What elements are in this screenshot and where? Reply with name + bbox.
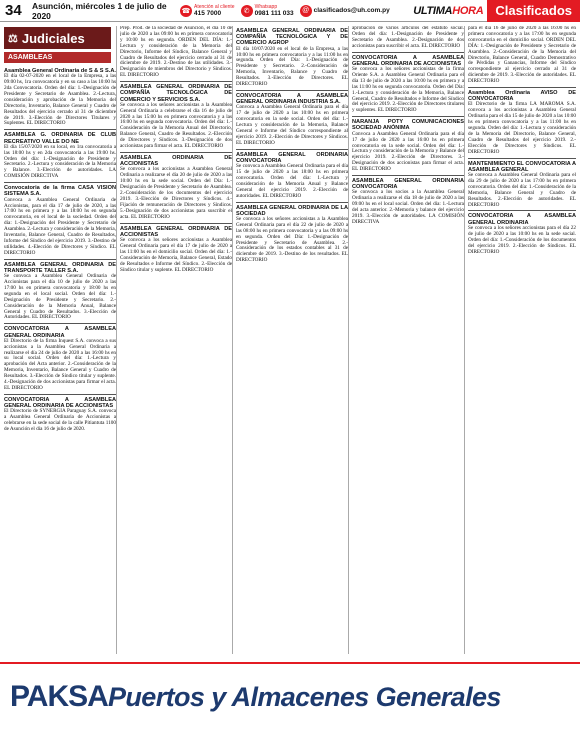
notice-body: Se convoca a los señores accionistas para el día 22 de julio de 2020 a las 10:00 hs en la sede social. Orden del día: 1.-Consideración de los documentos del ejercicio 2019. 2.-Elección de Síndicos. EL DIRECTORIO	[468, 224, 576, 255]
contact-whatsapp-label: Whatsapp	[254, 3, 278, 10]
notice-separator	[120, 81, 232, 82]
notices-column-3	[236, 26, 348, 654]
notice-body: Se convoca a Asamblea General Ordinaria para el día 29 de julio de 2020 a las 17:00 hs en primera convocatoria. Orden del día: 1.-Consideración de la Memoria, Balance General y Cuadro de Resultados. 2.-Elección de autoridades. EL DIRECTORIO	[468, 172, 576, 208]
notice-heading: ASAMBLEA GENERAL ORDINARIA DE COMPAÑÍA TECNOLÓGICA Y DE COMERCIO AGROP	[236, 28, 348, 47]
notice-body: Se convoca a los socios a la Asamblea General Ordinaria a realizarse el día 18 de julio de 2020 a las 09:00 hs en el local social. Orden del día: 1.-Lectura del acta anterior. 2.-Memoria y balance del ejercicio 2019. 3.-Elección de autoridades. LA COMISIÓN DIRECTIVA	[352, 189, 464, 225]
notice-separator	[468, 210, 576, 211]
notice-heading: CONVOCATORIA A ASAMBLEA GENERAL ORDINARIA	[468, 213, 576, 226]
notice-heading: MANTENIMIENTO EL CONVOCATORIA A ASAMBLEA GENERAL	[468, 160, 576, 173]
notice-body: Convoca a Asamblea General Ordinaria de Accionistas, para el día 17 de julio de 2020, a las 17:00 hs en primera y a las 18:00 hs en segunda convocatoria, en el local de la sociedad. Orden del día: 1.-Designación del Presidente y Secretario de Asamblea. 2.-Lectura y consideración de la Memoria, Inventario, Balance General, Cuadro de Resultados, Informe del Síndico del ejercicio 2019. 3.-Destino de utilidades. 4.-Elección de Directores y Síndico. EL DIRECTORIO	[4, 196, 116, 256]
notice-separator	[236, 202, 348, 203]
notice-heading: Convocatoria de la firma CASA VISION SISTEMA S.A.	[4, 185, 116, 198]
notices-column-2	[120, 26, 232, 654]
notice-separator	[4, 394, 116, 395]
section-title: Clasificados	[487, 0, 580, 22]
notice-body: Se convoca a los señores accionistas de la firma Oriente S.A. a Asamblea General Ordinaria para el día 13 de julio de 2020 a las 10:00 hs en primera y a las 11:00 hs en segunda convocatoria. Orden del Día: 1.-Lectura y consideración de la Memoria, Balance General, Cuadro de Resultados e Informe del Síndico del ejercicio 2019. 2.-Elección de Directores titulares y suplentes. EL DIRECTORIO	[352, 66, 464, 114]
notice-separator	[4, 129, 116, 130]
judiciales-banner	[4, 27, 111, 49]
notice-separator	[236, 149, 348, 150]
contact-whatsapp-value: 0981 111 033	[254, 9, 294, 17]
notice-body: para el día 16 de julio de 2020 a las 16:00 hs en primera convocatoria y a las 17:00 hs en segunda convocatoria en el domicilio social. ORDEN DEL DÍA: 1.-Designación de Presidente y Secretario de Asamblea. 2.-Consideración de la Memoria del Directorio, Balance General, Cuadro Demostrativo de Pérdidas y Ganancias, Informe del Síndico correspondiente al ejercicio cerrado al 31 de diciembre de 2019. 3.-Elección de autoridades. EL DIRECTORIO	[468, 26, 576, 85]
column-divider	[348, 26, 349, 654]
notice-separator	[352, 175, 464, 176]
ad-tagline: Puertos y Almacenes Generales	[108, 682, 501, 712]
notices-column-5	[468, 26, 576, 654]
notice-separator	[468, 158, 576, 159]
notice-separator	[4, 259, 116, 260]
notice-body: El día 10/07/2020 en el local de la Empresa, a las 10:00 hs en primera convocatoria y a las 11:00 hs en segunda. Orden del Día: 1.-Designación de Presidente y Secretario. 2.-Consideración de Memoria, Inventario, Balance y Cuadro de Resultados. 3.-Elección de Directores. EL DIRECTORIO	[236, 45, 348, 88]
notice-body: Convoca a Asamblea General Ordinaria para el día 17 de julio de 2020 a las 10:00 hs en primera convocatoria en la sede social. Orden del día: 1.-Lectura y consideración de la Memoria, Balance General e Informe del Síndico correspondiente al ejercicio 2019. 2.-Elección de Directores y Síndicos. EL DIRECTORIO	[236, 104, 348, 146]
notice-body: El día 02-07-2020 en el local de la Empresa, a las 09:00 hs, 1ra convocatoria y en su caso a las 10:00 hs 2da Convocatoria. Orden del día: 1.-Designación de Presidente y Secretario de Asamblea. 2.-Lectura, consideración y aprobación de la Memoria del Directorio, Inventario, Balance General y Cuadro de Resultados del ejercicio cerrado al 31 de diciembre de 2019. 3.-Elección de Directores Titulares y Suplentes. EL DIRECTORIO	[4, 73, 116, 127]
footer-divider	[0, 662, 580, 664]
notices-column-4	[352, 26, 464, 654]
notice-heading: Asamblea General Ordinaria de S & S S.A.	[4, 68, 116, 74]
judiciales-label: Judiciales	[21, 30, 85, 46]
notice-body: Se convoca a los señores accionistas a la Asamblea General Ordinaria para el día 22 de julio de 2020 a las 08:00 hs en primera convocatoria y a las 09:00 hs en segunda. Orden del Día: 1.-Designación de Presidente y Secretario de Asamblea. 2.-Consideración de los estados contables al 31 de diciembre de 2019. 3.-Destino de los resultados. EL DIRECTORIO	[236, 215, 348, 264]
notice-heading: ASAMBLEA G. ORDINARIA DE CLUB RECREATIVO VALLE DO NE	[4, 132, 116, 145]
page-header	[0, 0, 580, 22]
column-divider	[116, 26, 117, 654]
notice-heading: ASAMBLEA GENERAL ORDINARIA CONVOCATORIA	[352, 178, 464, 191]
newspaper-logo	[413, 5, 483, 17]
notice-body: El Directorio de la firma LA MAROMA S.A. convoca a los accionistas a Asamblea General Ordinaria para el día 15 de julio de 2020 a las 10:00 hs en primera convocatoria y a las 11:00 hs en segunda. Orden del día: 1.-Lectura y consideración de la Memoria del Directorio, Balance General, Cuadro de Resultados del ejercicio 2019. 2.-Elección de Directores y Síndicos. EL DIRECTORIO	[468, 101, 576, 155]
contact-phone-label: Atención al cliente	[194, 3, 235, 10]
notice-heading: ASAMBLEA ORDINARIA DE ACCIONISTAS	[120, 155, 232, 168]
notice-heading: ASAMBLEA GENERAL ORDINARIA DE LA SOCIEDAD	[236, 204, 348, 217]
notice-heading: CONVOCATORIA A ASAMBLEA GENERAL ORDINARIA DE ACCIONISTAS	[4, 396, 116, 410]
column-divider	[464, 26, 465, 654]
whatsapp-icon: ✆	[241, 5, 253, 17]
paksa-logo: PAKSA	[10, 680, 108, 713]
notice-separator	[236, 90, 348, 91]
notice-body: Se convoca a los accionistas a Asamblea General Ordinaria a realizarse el día 20 de julio de 2020 a las 10:00 hs en la sede social. Orden del Día: 1.-Designación de Presidente y Secretario de Asamblea. 2.-Consideración de los documentos del ejercicio 2019. 3.-Elección de Directores y Síndicos. 4.-Fijación de remuneración de Directores y Síndicos. 5.-Designación de dos accionistas para suscribir el acta. EL DIRECTORIO	[120, 166, 232, 220]
notice-heading: CONVOCATORIA A ASAMBLEA GENERAL ORDINARIA DE ACCIONISTAS	[352, 54, 464, 67]
notice-heading: CONVOCATORIA A ASAMBLEA GENERAL ORDINARIA	[4, 326, 116, 339]
scales-of-justice-icon: ⚖	[8, 32, 18, 45]
publication-date: Asunción, miércoles 1 de julio de 2020	[32, 0, 167, 21]
notice-heading: NARANJA POTY COMUNICACIONES SOCIEDAD ANÓNIMA	[352, 119, 464, 132]
contact-phone-value: 415 7000	[194, 9, 222, 17]
notice-body: Convoca a Asamblea General Ordinaria para el día 17 de julio de 2020 a las 16:00 hs en primera convocatoria en la sede social. Orden del día: 1.-Lectura y consideración de la Memoria y Balance del ejercicio 2019. 2.-Elección de Directores. 3.-Designación de dos accionistas para firmar el acta. EL DIRECTORIO	[352, 130, 464, 173]
notice-body: Prep. Prod. de la sociedad de Asunción, el día 10 de julio de 2020 a las 09:00 hs en primera convocatoria y 10:00 hs en segunda. ORDEN DEL DÍA: 1.-Lectura y consideración de la Memoria del Directorio, Informe del Síndico, Balance General y Cuadro de Resultados del ejercicio cerrado al 31 de diciembre de 2019. 2.-Destino de las utilidades. 3.-Designación de miembros del Directorio y Síndicos. EL DIRECTORIO	[120, 26, 232, 79]
notice-heading: ASAMBLEA GENERAL ORDINARIA DE COMPAÑÍA TECNOLÓGICA DE COMERCIO Y SERVICIOS S.A.	[120, 84, 232, 103]
notice-body: aprobación de varios artículos del estatuto social. Orden del día: 1.-Designación de Presidente y Secretario de Asamblea. 2.-Designación de dos accionistas para suscribir el acta. EL DIRECTORIO	[352, 26, 464, 49]
column-divider	[232, 26, 233, 654]
notice-body: Se convoca a Asamblea General Ordinaria de Accionistas para el día 10 de julio de 2020 a las 17:00 hs en primera convocatoria y 18:00 hs en segunda en el local social. Orden del día: 1.-Designación de Presidente y Secretario. 2.-Consideración de la Memoria Anual, Balance General y Cuadro de Resultados. 3.-Elección de Autoridades. EL DIRECTORIO	[4, 273, 116, 321]
notice-body: Se convoca a Asamblea General Ordinaria para el día 15 de julio de 2020 a las 18:00 hs en primera convocatoria. Orden del día: 1.-Lectura y consideración de la Memoria Anual y Balance General del ejercicio 2019. 2.-Elección de autoridades. EL DIRECTORIO	[236, 163, 348, 199]
logo-main: ULTIMA	[413, 4, 453, 17]
contact-phone	[180, 5, 235, 17]
notice-separator	[120, 152, 232, 153]
advertisement-footer	[0, 658, 580, 756]
contact-email-value: clasificados@uh.com.py	[313, 7, 390, 14]
page-number: 34	[5, 2, 22, 19]
notice-heading: ASAMBLEA GENERAL ORDINARIA DE ACCIONISTAS	[120, 225, 232, 238]
notice-separator	[352, 52, 464, 53]
notice-separator	[352, 116, 464, 117]
notice-body: El día 15/07/2020 en su local, en 1ra convocatoria a las 18:00 hs y en 2da convocatoria a las 19:00 hs. Orden del día: 1.-Designación de Presidente y Secretario. 2.-Lectura y consideración de la Memoria y Balance. 3.-Elección de autoridades. LA COMISIÓN DIRECTIVA	[4, 143, 116, 180]
notice-body: Se convoca a los señores accionistas a Asamblea General Ordinaria para el día 17 de julio de 2020 a las 11:00 hs en el domicilio social. Orden del día: 1.-Consideración de Memoria, Balance General, Estado de Resultados e Informe del Síndico. 2.-Elección de Síndico titular y suplente. EL DIRECTORIO	[120, 236, 232, 273]
contact-email	[300, 5, 390, 17]
asambleas-label: ASAMBLEAS	[4, 52, 111, 63]
phone-icon: ☎	[180, 5, 192, 17]
notices-column-1	[4, 66, 116, 654]
notice-heading: ASAMBLEA GENERAL ORDINARIA CONVOCATORIA	[236, 151, 348, 164]
logo-accent: HORA	[452, 4, 484, 17]
notice-separator	[468, 87, 576, 88]
notice-body: Se convoca a los señores accionistas a la Asamblea General Ordinaria a celebrarse el día 16 de julio de 2020 a las 15:00 hs en primera convocatoria y a las 16:00 hs en segunda convocatoria. Orden del día: 1.-Consideración de la Memoria Anual del Directorio, Balance General, Cuadro de Resultados. 2.-Elección de Directores y Síndicos. 3.-Designación de dos accionistas para firmar el acta. EL DIRECTORIO	[120, 101, 232, 150]
notice-separator	[120, 223, 232, 224]
notice-body: El Directorio de la firma Inquest S.A. convoca a sus accionistas a la Asamblea General Ordinaria a realizarse el día 24 de julio de 2020 a las 16:00 hs en su local social. Orden del día: 1.-Lectura y aprobación del Acta anterior. 2.-Consideración de la Memoria, Inventario, Balance General y Cuadro de Resultados. 3.-Elección de Síndico titular y suplente. 4.-Designación de dos accionistas para firmar el acta. EL DIRECTORIO	[4, 337, 116, 391]
notice-separator	[4, 323, 116, 324]
contact-whatsapp	[241, 5, 294, 17]
notice-separator	[4, 182, 116, 183]
notice-body: El Directorio de SYNERGIA Paraguay S.A. convoca a Asamblea General Ordinaria de Accionistas a celebrarse en la sede social de la calle Pitiantuta 1100 de Asunción el día 16 de julio de 2020.	[4, 408, 116, 433]
notice-heading: Asamblea Ordinaria AVISO DE CONVOCATORIA	[468, 90, 576, 103]
notice-heading: CONVOCATORIA A ASAMBLEA GENERAL ORDINARIA INDUSTRIA S.A.	[236, 92, 348, 106]
email-icon: @	[300, 5, 312, 17]
notice-heading: ASAMBLEA GENERAL ORDINARIA DE TRANSPORTE TALLER S.A.	[4, 261, 116, 274]
